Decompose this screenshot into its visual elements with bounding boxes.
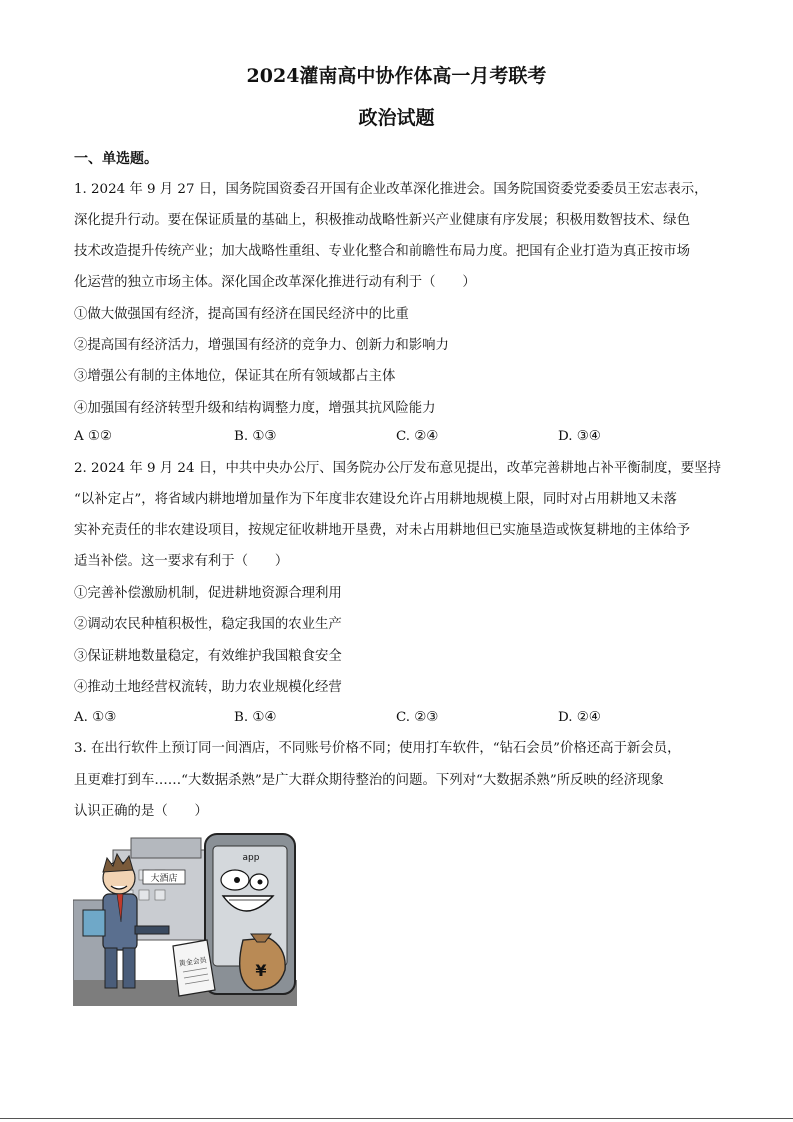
question-1-statement-1: ①做大做强国有经济，提高国有经济在国民经济中的比重 [74,307,409,322]
hotel-sign: 大酒店 [150,874,178,884]
question-1-line-4: 化运营的独立市场主体。深化国企改革深化推进行动有利于（ ） [74,275,476,290]
question-1-option-d: D. ③④ [558,429,601,444]
question-2-line-3: 实补充责任的非农建设项目，按规定征收耕地开垦费，对未占用耕地但已实施垦造或恢复耕地的主体给予 [74,523,690,538]
section-heading: 一、单选题。 [74,151,158,167]
page-subtitle: 政治试题 [358,107,435,129]
big-data-cartoon-illustration [73,830,297,1006]
yen-symbol: ¥ [255,961,267,980]
question-2-statement-2: ②调动农民种植积极性，稳定我国的农业生产 [74,617,342,632]
question-3-line-2: 且更难打到车……“大数据杀熟”是广大群众期待整治的问题。下列对“大数据杀熟”所反映的经济现象 [74,773,664,788]
question-2-line-1: 2. 2024 年 9 月 24 日，中共中央办公厅、国务院办公厅发布意见提出，改革完善耕地占补平衡制度，要坚持 [74,461,721,476]
question-1-line-3: 技术改造提升传统产业；加大战略性重组、专业化整合和前瞻性布局力度。把国有企业打造为真正按市场 [74,244,690,259]
membership-document [173,940,215,996]
document-label: 黄金会员 [178,956,208,968]
question-2-option-b: B. ①④ [234,710,277,725]
question-2-option-a: A. ①③ [74,710,117,725]
question-2-statement-4: ④推动土地经营权流转，助力农业规模化经营 [74,680,342,695]
question-1-statement-2: ②提高国有经济活力，增强国有经济的竞争力、创新力和影响力 [74,338,449,353]
question-2-line-4: 适当补偿。这一要求有利于（ ） [74,554,289,569]
question-1-statement-4: ④加强国有经济转型升级和结构调整力度，增强其抗风险能力 [74,401,436,416]
question-1-line-1: 1. 2024 年 9 月 27 日，国务院国资委召开国有企业改革深化推进会。国务院国资委党委委员王宏志表示， [74,182,708,197]
phone-app-label: app [242,853,260,863]
question-2-statement-3: ③保证耕地数量稳定，有效维护我国粮食安全 [74,649,342,664]
question-1-line-2: 深化提升行动。要在保证质量的基础上，积极推动战略性新兴产业健康有序发展；积极用数智技术、绿色 [74,213,690,228]
question-2-line-2: “以补定占”，将省域内耕地增加量作为下年度非农建设允许占用耕地规模上限，同时对占用耕地又未落 [74,492,677,507]
question-2-option-d: D. ②④ [558,710,601,725]
question-3-line-1: 3. 在出行软件上预订同一间酒店，不同账号价格不同；使用打车软件，“钻石会员”价格还高于新会员， [74,741,681,756]
question-1-statement-3: ③增强公有制的主体地位，保证其在所有领域都占主体 [74,369,396,384]
question-1-option-a: A ①② [74,429,112,444]
page-bottom-rule [0,1118,793,1119]
question-2-statement-1: ①完善补偿激励机制，促进耕地资源合理利用 [74,586,342,601]
question-1-option-c: C. ②④ [396,429,439,444]
question-2-option-c: C. ②③ [396,710,439,725]
page-title: 2024灌南高中协作体高一月考联考 [246,65,547,87]
question-3-line-3: 认识正确的是（ ） [74,804,208,819]
question-1-option-b: B. ①③ [234,429,277,444]
